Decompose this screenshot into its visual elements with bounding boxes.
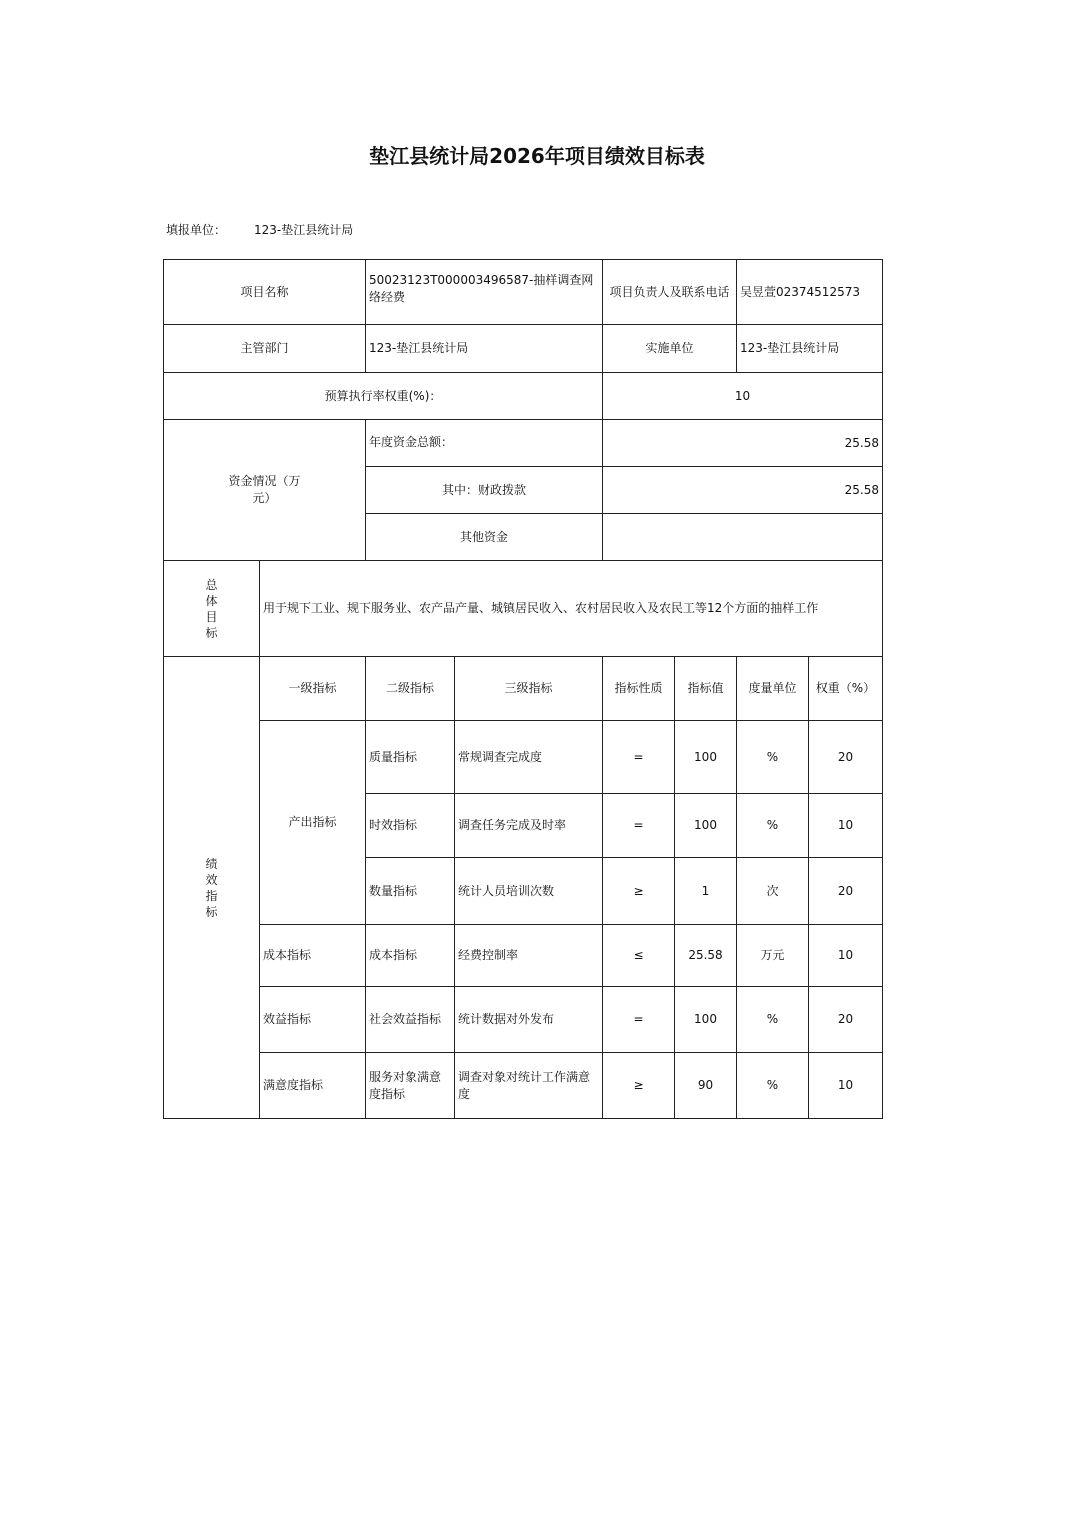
perf-label: 绩效指标 <box>205 856 218 919</box>
l2: 社会效益指标 <box>366 987 455 1053</box>
l1: 效益指标 <box>260 987 366 1053</box>
header-unit: 度量单位 <box>737 657 809 721</box>
l1: 满意度指标 <box>260 1053 366 1119</box>
header-value: 指标值 <box>675 657 737 721</box>
l1: 成本指标 <box>260 925 366 987</box>
val: 25.58 <box>675 925 737 987</box>
header-nature: 指标性质 <box>603 657 675 721</box>
op: = <box>603 721 675 794</box>
l2: 时效指标 <box>366 794 455 858</box>
l2: 服务对象满意度指标 <box>366 1053 455 1119</box>
op: = <box>603 794 675 858</box>
val: 1 <box>675 858 737 925</box>
reporting-unit <box>166 221 381 238</box>
header-l3: 三级指标 <box>455 657 603 721</box>
l3: 常规调查完成度 <box>455 721 603 794</box>
weight: 10 <box>809 925 883 987</box>
dept-label: 主管部门 <box>164 325 366 373</box>
header-l1: 一级指标 <box>260 657 366 721</box>
l3: 调查对象对统计工作满意度 <box>455 1053 603 1119</box>
l3: 统计人员培训次数 <box>455 858 603 925</box>
unit: % <box>737 1053 809 1119</box>
other-amount <box>603 514 883 561</box>
contact: 吴昱萱02374512573 <box>737 260 883 325</box>
annual-label: 年度资金总额： <box>366 420 603 467</box>
header-l2: 二级指标 <box>366 657 455 721</box>
val: 100 <box>675 987 737 1053</box>
unit: % <box>737 794 809 858</box>
project-name-label: 项目名称 <box>164 260 366 325</box>
op: ≥ <box>603 1053 675 1119</box>
unit: 万元 <box>737 925 809 987</box>
op: ≥ <box>603 858 675 925</box>
header-weight: 权重（%） <box>809 657 883 721</box>
weight: 20 <box>809 858 883 925</box>
unit: 次 <box>737 858 809 925</box>
goal-label: 总体目标 <box>205 577 218 640</box>
weight: 20 <box>809 721 883 794</box>
impl: 123-垫江县统计局 <box>737 325 883 373</box>
fiscal-amount: 25.58 <box>603 467 883 514</box>
table-row <box>164 721 883 794</box>
unit-label: 填报单位： <box>166 223 227 237</box>
project-name: 50023123T000003496587-抽样调查网络经费 <box>366 260 603 325</box>
val: 90 <box>675 1053 737 1119</box>
impl-label: 实施单位 <box>603 325 737 373</box>
l2: 成本指标 <box>366 925 455 987</box>
l3: 统计数据对外发布 <box>455 987 603 1053</box>
page-title: 垫江县统计局2026年项目绩效目标表 <box>369 144 705 168</box>
val: 100 <box>675 794 737 858</box>
annual-amount: 25.58 <box>603 420 883 467</box>
other-label: 其他资金 <box>366 514 603 561</box>
l2: 质量指标 <box>366 721 455 794</box>
fiscal-label: 其中：财政拨款 <box>366 467 603 514</box>
l2: 数量指标 <box>366 858 455 925</box>
weight: 10 <box>809 794 883 858</box>
budget-weight-label: 预算执行率权重(%)： <box>164 373 603 420</box>
goal-text: 用于规下工业、规下服务业、农产品产量、城镇居民收入、农村居民收入及农民工等12个方面的抽样工作 <box>260 561 883 657</box>
budget-weight: 10 <box>603 373 883 420</box>
table-row <box>164 925 883 987</box>
table-row <box>164 987 883 1053</box>
funds-label: 资金情况（万元） <box>164 420 366 561</box>
weight: 10 <box>809 1053 883 1119</box>
l1: 产出指标 <box>260 721 366 925</box>
performance-table <box>163 259 883 1119</box>
op: ≤ <box>603 925 675 987</box>
contact-label: 项目负责人及联系电话 <box>603 260 737 325</box>
l3: 经费控制率 <box>455 925 603 987</box>
unit: % <box>737 721 809 794</box>
val: 100 <box>675 721 737 794</box>
l3: 调查任务完成及时率 <box>455 794 603 858</box>
unit: % <box>737 987 809 1053</box>
unit-value: 123-垫江县统计局 <box>254 223 354 237</box>
table-row <box>164 1053 883 1119</box>
op: = <box>603 987 675 1053</box>
dept: 123-垫江县统计局 <box>366 325 603 373</box>
weight: 20 <box>809 987 883 1053</box>
